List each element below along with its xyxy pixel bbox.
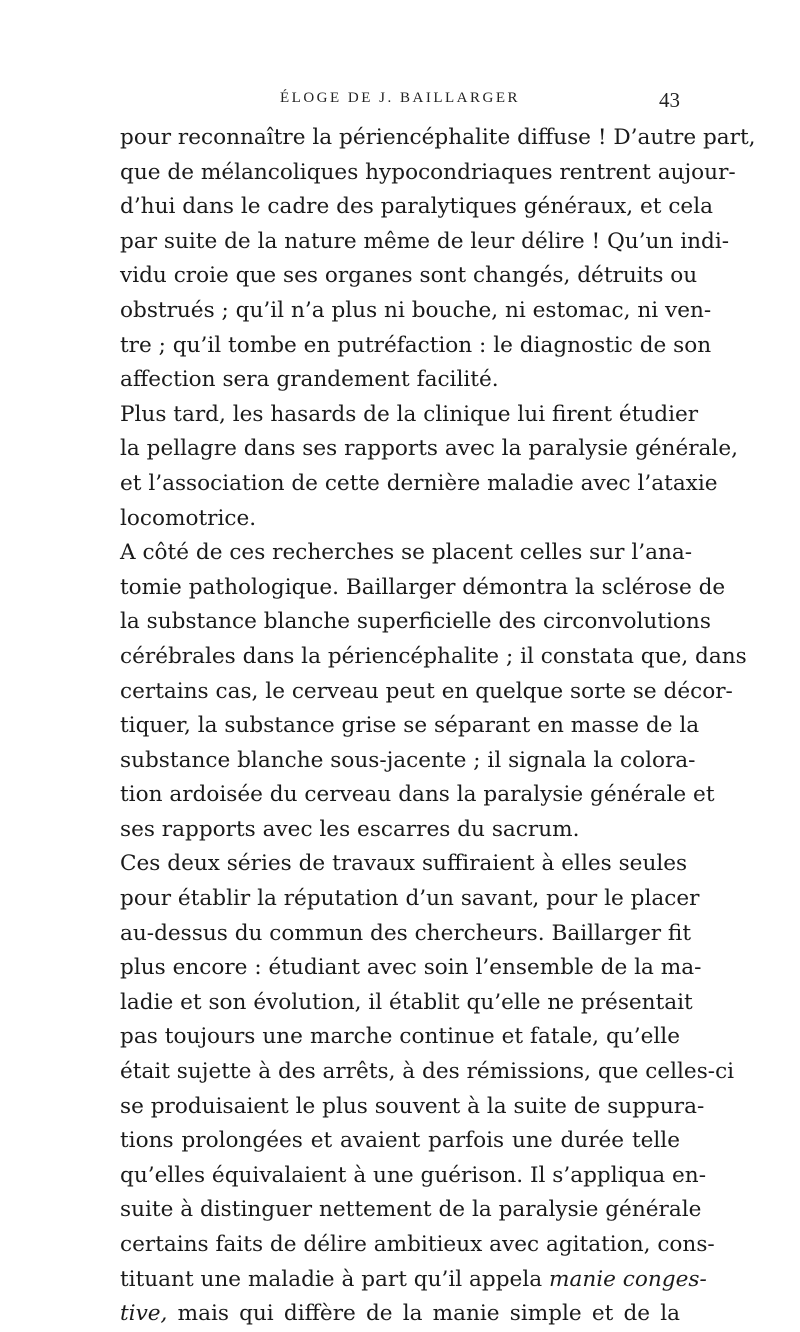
text-line: A côté de ces recherches se placent celles sur l’ana- [120,540,693,566]
text-line: et l’association de cette dernière maladie avec l’ataxie [120,470,718,496]
paragraph-end-line: ses rapports avec les escarres du sacrum. [120,816,580,842]
text-line: certains cas, le cerveau peut en quelque sorte se décor- [120,678,733,704]
text-line: au-dessus du commun des chercheurs. Baillarger fit [120,920,692,946]
paragraph-end-line: locomotrice. [120,505,257,531]
italic-term: manie conges- [548,1266,707,1292]
text-line: cérébrales dans la périencéphalite ; il constata que, dans [120,643,747,669]
text-line: qu’elles équivalaient à une guérison. Il s’appliqua en- [120,1162,706,1188]
text-line [120,1297,680,1332]
text-line: par suite de la nature même de leur délire ! Qu’un indi- [120,228,730,254]
text-line: plus encore : étudiant avec soin l’ensemble de la ma- [120,955,702,981]
body-text [120,121,756,1332]
text-line: substance blanche sous-jacente ; il signala la colora- [120,747,696,773]
text-line: d’hui dans le cadre des paralytiques généraux, et cela [120,194,713,220]
text-line: tions prolongées et avaient parfois une durée telle [120,1128,680,1154]
text-line: que de mélancoliques hypocondriaques rentrent aujour- [120,159,736,185]
text-line: obstrués ; qu’il n’a plus ni bouche, ni estomac, ni ven- [120,297,712,323]
running-title: ÉLOGE DE J. BAILLARGER [280,90,520,106]
text-line: ladie et son évolution, il établit qu’elle ne présentait [120,989,693,1015]
text-line [120,1263,707,1298]
text-line: Plus tard, les hasards de la clinique lui firent étudier [120,401,699,427]
text-span: mais qui diffère de la manie simple et de la [177,1301,680,1327]
text-line: vidu croie que ses organes sont changés, détruits ou [120,263,698,289]
running-head [120,90,680,114]
page-number: 43 [659,88,680,112]
paragraph-end-line: affection sera grandement facilité. [120,367,499,393]
italic-term: tive, [120,1301,168,1327]
text-span: tituant une maladie à part qu’il appela [120,1266,543,1292]
text-line: tiquer, la substance grise se séparant en masse de la [120,713,700,739]
text-line: certains faits de délire ambitieux avec agitation, cons- [120,1232,715,1257]
text-line: pas toujours une marche continue et fatale, qu’elle [120,1024,680,1050]
text-line: pour établir la réputation d’un savant, pour le placer [120,886,700,912]
text-line: la substance blanche superficielle des circonvolutions [120,609,711,635]
text-line: tion ardoisée du cerveau dans la paralysie générale et [120,782,715,808]
text-line: suite à distinguer nettement de la paralysie générale [120,1197,702,1223]
text-line: Ces deux séries de travaux suffiraient à elles seules [120,851,688,877]
text-line: la pellagre dans ses rapports avec la paralysie générale, [120,436,738,462]
text-line: se produisaient le plus souvent à la suite de suppura- [120,1093,705,1119]
text-line: était sujette à des arrêts, à des rémissions, que celles-ci [120,1059,735,1085]
text-line: tre ; qu’il tombe en putréfaction : le diagnostic de son [120,332,712,358]
text-line: tomie pathologique. Baillarger démontra la sclérose de [120,574,726,600]
text-line: pour reconnaître la périencéphalite diffuse ! D’autre part, [120,125,756,150]
